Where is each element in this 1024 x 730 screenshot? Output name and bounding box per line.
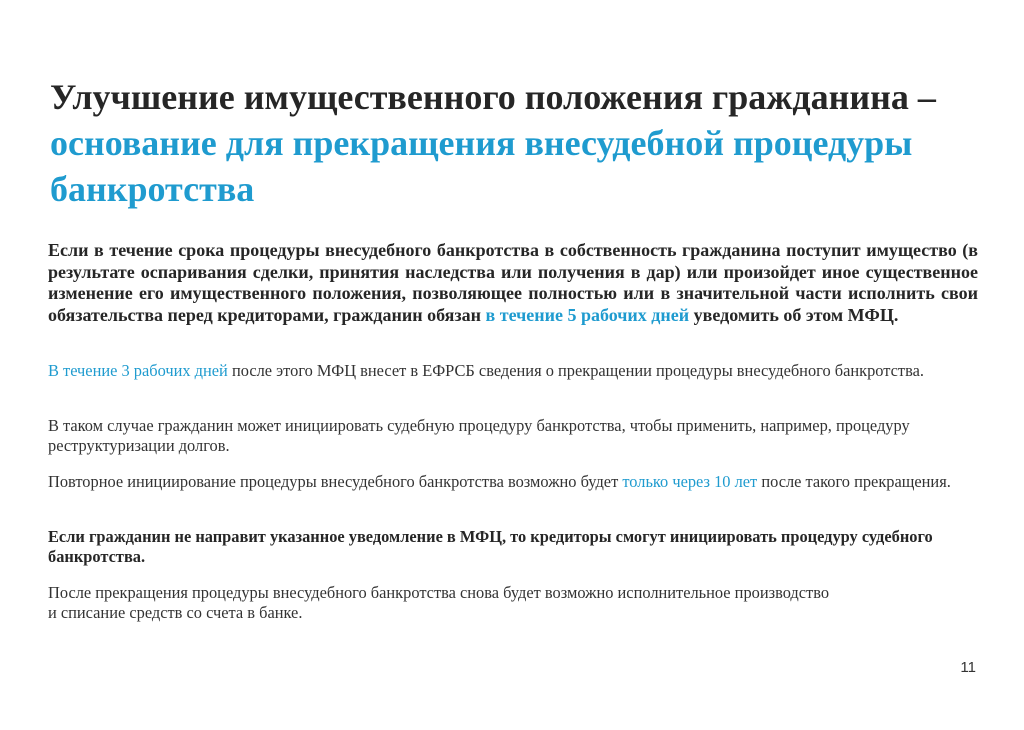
paragraph-efrsb: [48, 361, 978, 381]
paragraph-creditors: Если гражданин не направит указанное уведомление в МФЦ, то кредиторы смогут инициировать процедуру судебного банкротства.: [48, 527, 933, 566]
paragraph-repeat-end: после такого прекращения.: [757, 472, 951, 491]
lead-text-start: Если в течение срока процедуры внесудебного банкротства в собственность гражданина поступит имущество (в результате оспаривания сделки, принятия наследства или получения в дар) или произойдет иное существенное изменение его имущественного положения, позволяющее полностью или в значительной части исполнить свои обязательства перед кредиторами, гражданин обязан: [48, 240, 978, 325]
paragraph-enforcement-line1: После прекращения процедуры внесудебного банкротства снова будет возможно исполнительное производство: [48, 583, 830, 602]
title-main: Улучшение имущественного положения гражданина –: [50, 77, 936, 117]
paragraph-repeat-start: Повторное инициирование процедуры внесудебного банкротства возможно будет: [48, 472, 623, 491]
paragraph-repeat: [48, 472, 978, 492]
lead-paragraph: [48, 240, 978, 326]
paragraph-enforcement: [48, 583, 978, 623]
lead-text-end: уведомить об этом МФЦ.: [689, 304, 899, 325]
paragraph-judicial: В таком случае гражданин может инициировать судебную процедуру банкротства, чтобы применить, например, процедуру реструктуризации долгов.: [48, 416, 910, 455]
paragraph-efrsb-text: после этого МФЦ внесет в ЕФРСБ сведения о прекращении процедуры внесудебного банкротства.: [227, 361, 924, 380]
paragraph-efrsb-highlight: В течение 3 рабочих дней: [48, 361, 228, 380]
slide-title: [50, 74, 950, 212]
lead-highlight: в течение 5 рабочих дней: [485, 304, 690, 325]
title-accent: основание для прекращения внесудебной процедуры банкротства: [50, 123, 913, 209]
paragraph-repeat-highlight: только через 10 лет: [622, 472, 758, 491]
page-number: 11: [960, 659, 976, 676]
paragraph-enforcement-line2: и списание средств со счета в банке.: [48, 603, 303, 622]
